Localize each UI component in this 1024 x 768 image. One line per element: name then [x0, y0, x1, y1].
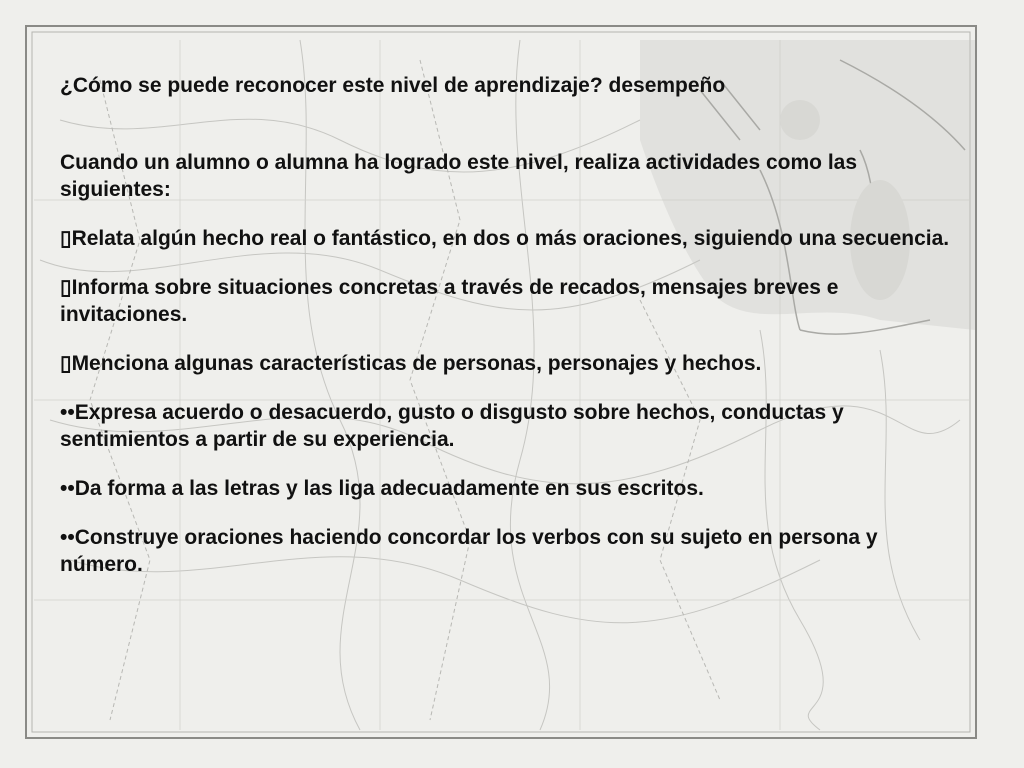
- list-item-text: Informa sobre situaciones concretas a través de recados, mensajes breves e invitaciones.: [60, 276, 839, 326]
- list-item: [60, 225, 960, 252]
- bullet-marker: •: [60, 526, 68, 549]
- bullet-marker: •: [60, 401, 68, 424]
- list-item-text: •Expresa acuerdo o desacuerdo, gusto o disgusto sobre hechos, conductas y sentimientos a partir de su experiencia.: [60, 401, 844, 451]
- intro-paragraph: Cuando un alumno o alumna ha logrado este nivel, realiza actividades como las siguientes:: [60, 151, 858, 201]
- bullet-marker: ▯: [60, 227, 72, 250]
- list-item-text: •Da forma a las letras y las liga adecuadamente en sus escritos.: [67, 477, 704, 500]
- list-item: [60, 399, 960, 453]
- list-item: [60, 524, 960, 578]
- list-item-text: Menciona algunas características de personas, personajes y hechos.: [71, 352, 762, 375]
- bullet-marker: •: [60, 477, 68, 500]
- list-item: [60, 475, 960, 502]
- bullet-marker: ▯: [60, 352, 72, 375]
- list-item-text: Relata algún hecho real o fantástico, en dos o más oraciones, siguiendo una secuencia.: [71, 227, 950, 250]
- list-item: [60, 274, 960, 328]
- slide-content: [60, 72, 960, 600]
- list-item-text: •Construye oraciones haciendo concordar los verbos con su sujeto en persona y número.: [60, 526, 878, 576]
- bullet-marker: ▯: [60, 276, 72, 299]
- slide-title: ¿Cómo se puede reconocer este nivel de aprendizaje? desempeño: [60, 74, 726, 97]
- list-item: [60, 350, 960, 377]
